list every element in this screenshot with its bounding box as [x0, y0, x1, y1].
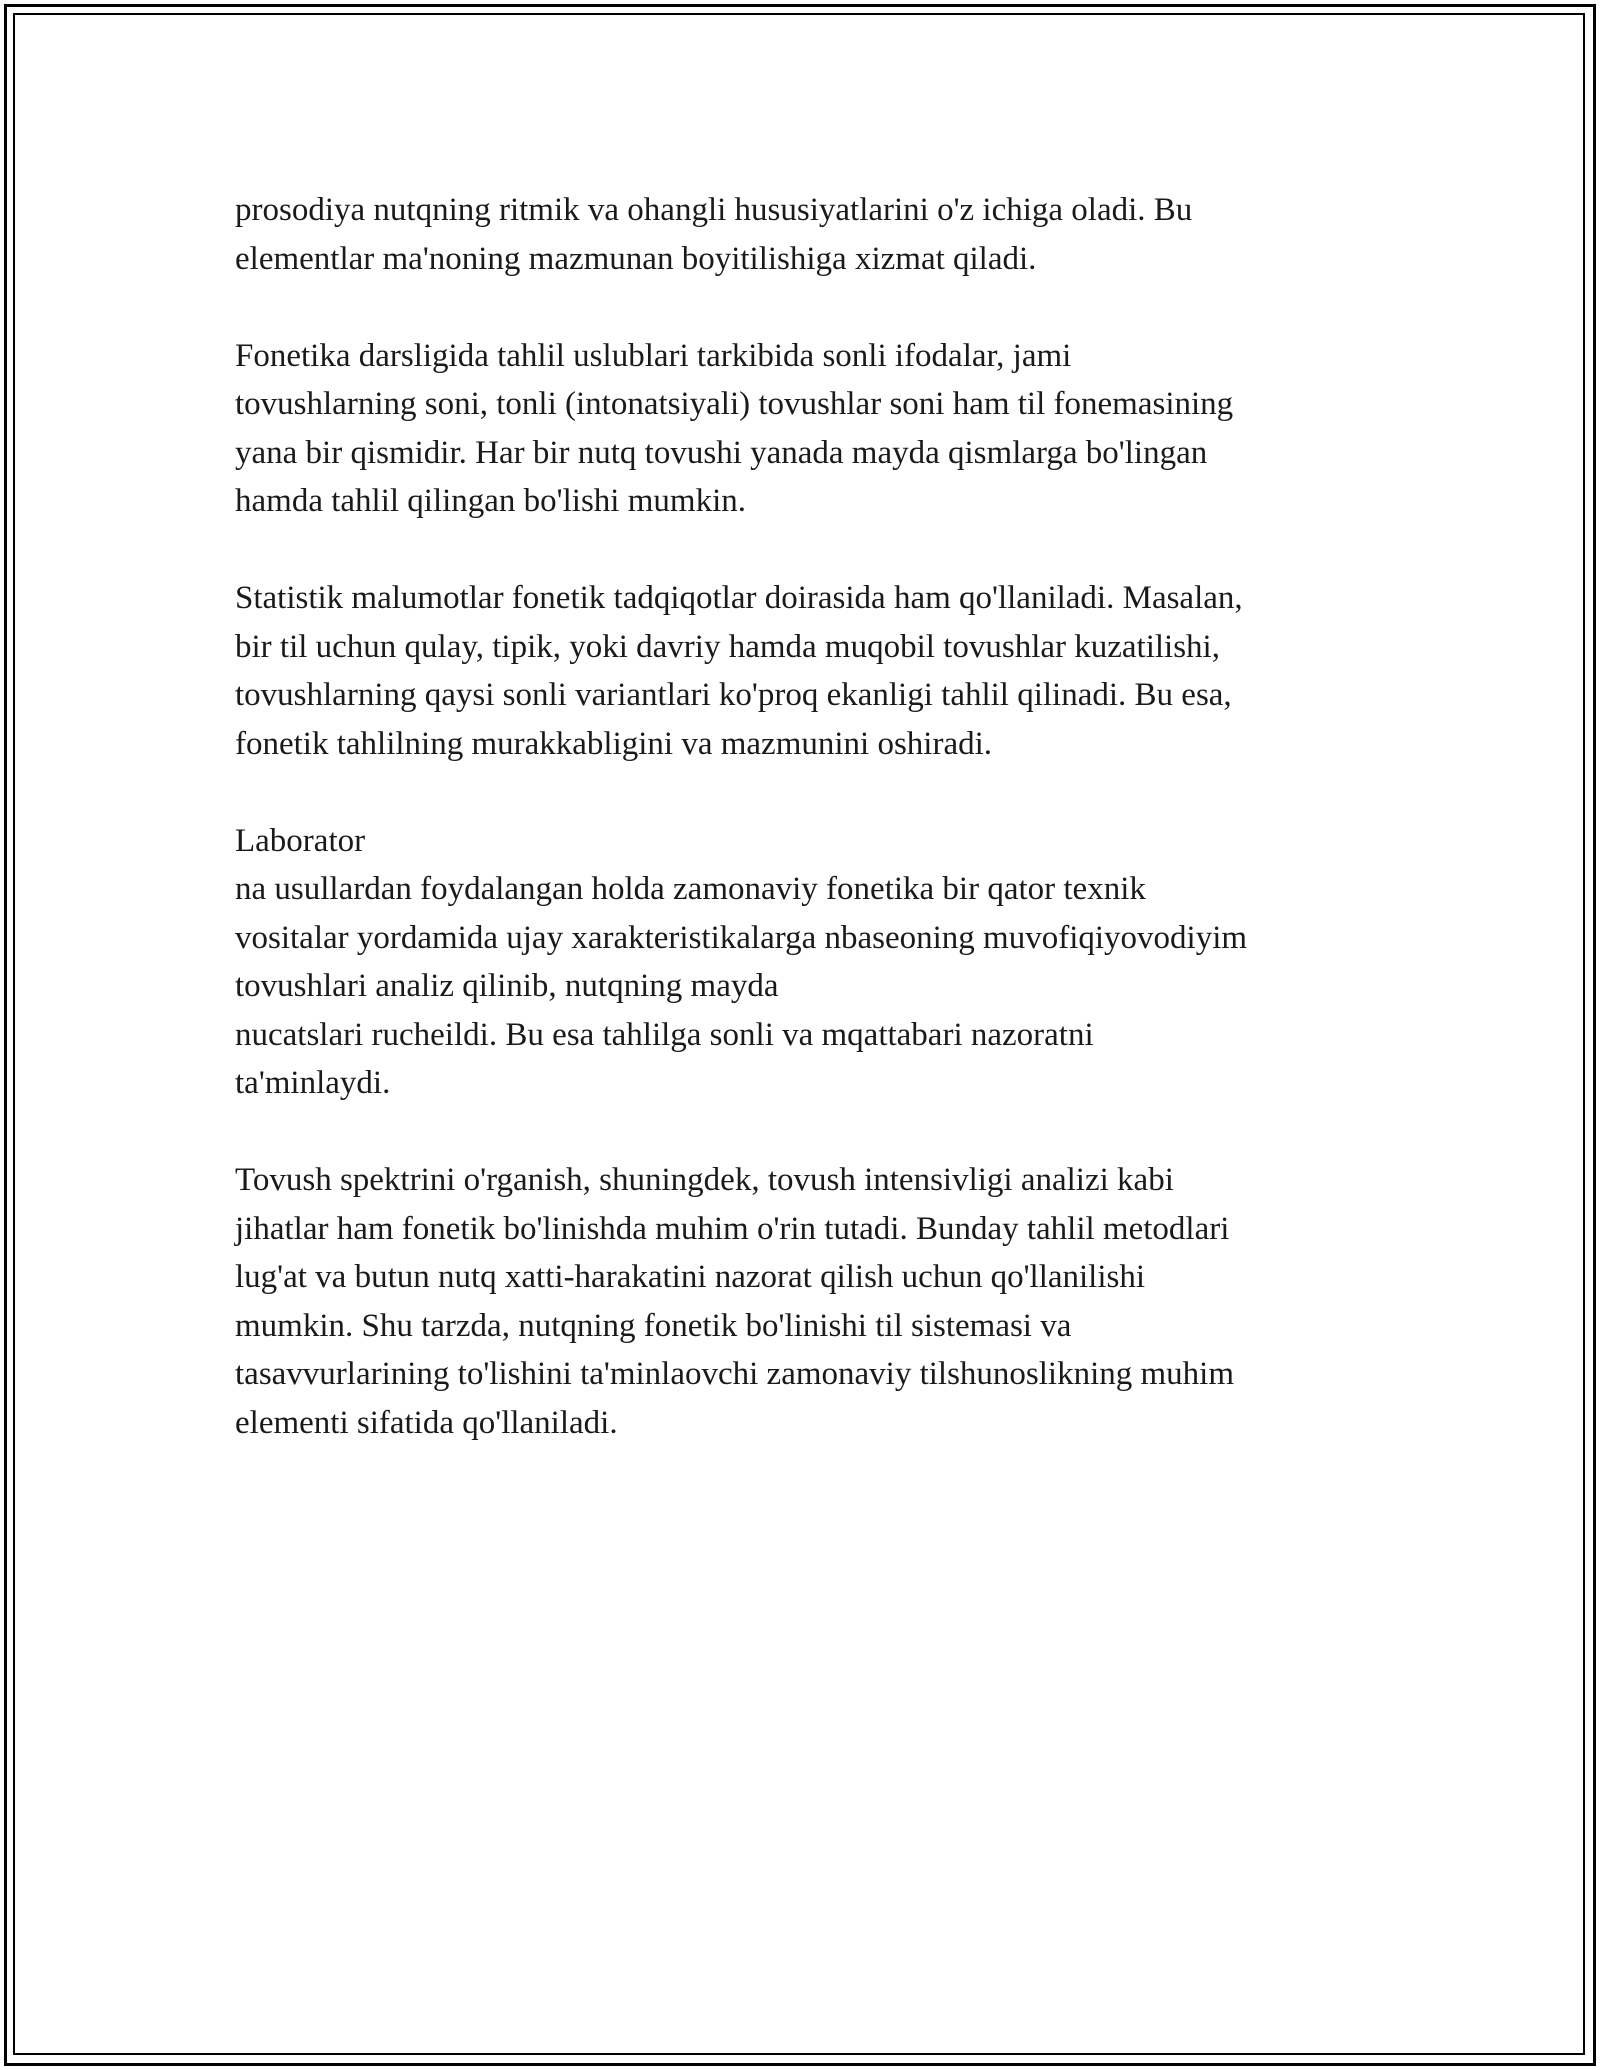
- paragraph-1: [235, 186, 1375, 283]
- text-line: Fonetika darsligida tahlil uslublari tarkibida sonli ifodalar, jami: [235, 337, 1072, 374]
- text-line: bir til uchun qulay, tipik, yoki davriy hamda muqobil tovushlar kuzatilishi,: [235, 628, 1220, 665]
- text-line: ta'minlaydi.: [235, 1065, 391, 1101]
- text-line: Laborator: [235, 822, 366, 859]
- text-line: tovushlarning soni, tonli (intonatsiyali) tovushlar soni ham til fonemasining: [235, 386, 1234, 422]
- text-line: jihatlar ham fonetik bo'linishda muhim o'rin tutadi. Bunday tahlil metodlari: [235, 1210, 1230, 1247]
- paragraph-3: [235, 574, 1375, 768]
- text-line: yana bir qismidir. Har bir nutq tovushi yanada mayda qismlarga bo'lingan: [235, 434, 1208, 471]
- text-line: prosodiya nutqning ritmik va ohangli hususiyatlarini o'z ichiga oladi. Bu: [235, 192, 1193, 228]
- text-line: mumkin. Shu tarzda, nutqning fonetik bo'linishi til sistemasi va: [235, 1307, 1072, 1344]
- paragraph-5: [235, 1156, 1375, 1447]
- text-line: lug'at va butun nutq xatti-harakatini nazorat qilish uchun qo'llanilishi: [235, 1259, 1146, 1295]
- text-line: fonetik tahlilning murakkabligini va mazmunini oshiradi.: [235, 725, 993, 762]
- document-body: [235, 186, 1375, 1496]
- text-line: Statistik malumotlar fonetik tadqiqotlar doirasida ham qo'llaniladi. Masalan,: [235, 580, 1243, 616]
- text-line: Tovush spektrini o'rganish, shuningdek, tovush intensivligi analizi kabi: [235, 1162, 1174, 1198]
- paragraph-2: [235, 332, 1375, 526]
- paragraph-4: [235, 817, 1375, 1108]
- text-line: hamda tahlil qilingan bo'lishi mumkin.: [235, 483, 746, 519]
- text-line: tasavvurlarining to'lishini ta'minlaovchi zamonaviy tilshunoslikning muhim: [235, 1356, 1235, 1392]
- text-line: elementi sifatida qo'llaniladi.: [235, 1404, 618, 1441]
- text-line: nucatslari rucheildi. Bu esa tahlilga sonli va mqattabari nazoratni: [235, 1016, 1094, 1053]
- text-line: tovushlari analiz qilinib, nutqning mayda: [235, 968, 779, 1004]
- text-line: elementlar ma'noning mazmunan boyitilishiga xizmat qiladi.: [235, 240, 1037, 277]
- text-line: tovushlarning qaysi sonli variantlari ko'proq ekanligi tahlil qilinadi. Bu esa,: [235, 677, 1232, 713]
- text-line: na usullardan foydalangan holda zamonaviy fonetika bir qator texnik: [235, 871, 1146, 907]
- text-line: vositalar yordamida ujay xarakteristikalarga nbaseoning muvofiqiyovodiyim: [235, 919, 1248, 956]
